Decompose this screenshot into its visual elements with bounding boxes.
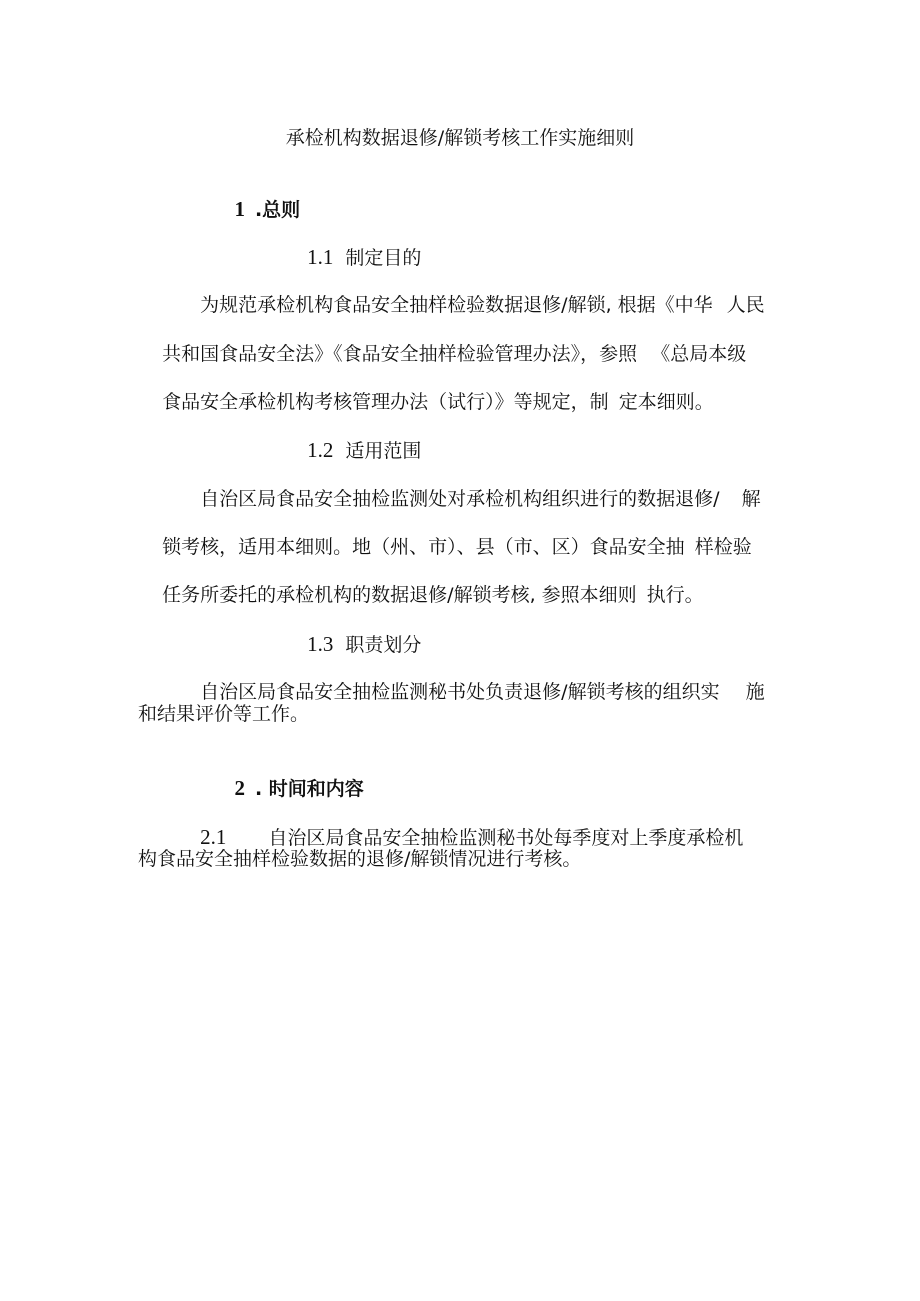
document-title: 承检机构数据退修/解锁考核工作实施细则 [285,127,635,149]
paragraph-2-line-3-text-b: 执行。 [646,584,704,606]
paragraph-1-line-1-text-b: 人民 [726,294,765,316]
section-1-1-title: 制定目的 [345,247,422,269]
paragraph-1-line-3-text-b: 定本细则。 [618,391,714,413]
paragraph-1-line-2-text-a: 共和国食品安全法》《食品安全抽样检验管理办法》，参照 [162,343,638,365]
section-1-3-title: 职责划分 [345,634,422,656]
paragraph-3-line-1-text-a: 自治区局食品安全抽检监测秘书处负责退修/解锁考核的组织实 [200,681,720,703]
paragraph-1-line-3 [138,363,714,441]
section-2-1-number: 2.1 [200,825,227,849]
paragraph-1-line-2-text-b: 《总局本级 [651,343,747,365]
paragraph-4-line-1-text: 自治区局食品安全抽检监测秘书处每季度对上季度承检机 [268,827,744,849]
section-1-1-number: 1.1 [307,245,334,269]
section-1-2-title: 适用范围 [345,440,422,462]
paragraph-2-line-1-text-a: 自治区局食品安全抽检监测处对承检机构组织进行的数据退修/ [200,488,720,510]
paragraph-1-line-3-text-a: 食品安全承检机构考核管理办法（试行）》等规定，制 [162,391,609,413]
section-1-2-number: 1.2 [307,438,334,462]
section-1-number: 1 [234,197,245,221]
paragraph-3-line-1-text-b: 施 [745,681,765,703]
paragraph-3-line-2: 和结果评价等工作。 [138,703,310,725]
paragraph-4-line-2: 构食品安全抽样检验数据的退修/解锁情况进行考核。 [138,848,582,870]
paragraph-2-line-2-text-b: 样检验 [694,536,752,558]
paragraph-2-line-3-text-a: 任务所委托的承检机构的数据退修/解锁考核, 参照本细则 [162,584,637,606]
section-2-title: . 时间和内容 [254,778,364,800]
paragraph-2-line-1-text-b: 解 [741,488,761,510]
paragraph-2-line-2-text-a: 锁考核，适用本细则。地（州、市）、县（市、区）食品安全抽 [162,536,685,558]
section-1-3-number: 1.3 [307,632,334,656]
section-1-title: .总则 [254,199,301,221]
section-2-number: 2 [234,776,245,800]
paragraph-1-line-1-text-a: 为规范承检机构食品安全抽样检验数据退修/解锁, 根据《中华 [200,294,713,316]
